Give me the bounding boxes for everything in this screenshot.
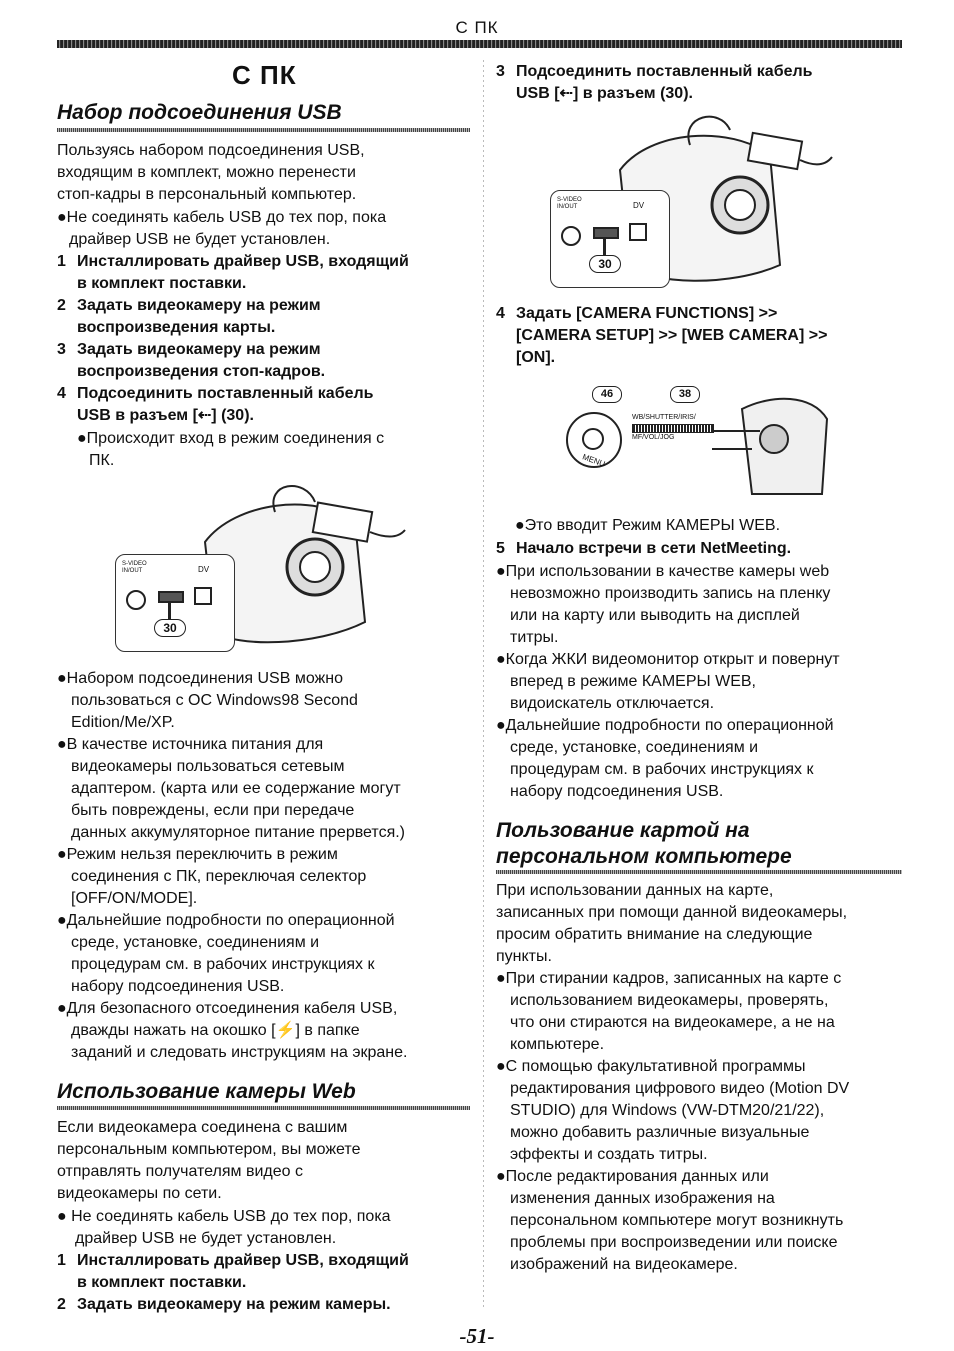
step-item: 2 Задать видеокамеру на режим воспроизведения карты. bbox=[57, 297, 321, 336]
card-bullets bbox=[496, 968, 916, 1276]
svideo-port bbox=[126, 590, 146, 610]
svideo-label: S-VIDEO IN/OUT bbox=[122, 561, 147, 574]
bullet-item: ●При стирании кадров, записанных на карте с использованием видеокамеры, проверять, что они стираются на видеокамере, а не на компьютере. bbox=[496, 970, 842, 1053]
usb-connection-figure bbox=[115, 482, 415, 652]
bullet-item: ●С помощью факультативной программы редактирования цифрового видео (Motion DV STUDIO) для Windows (VW-DTM20/21/22), можно добавить различные визуальные эффекты и создать титры. bbox=[496, 1058, 850, 1163]
section-title-usb-kit: Набор подсоединения USB bbox=[57, 101, 342, 124]
usb-intro: Пользуясь набором подсоединения USB, входящим в комплект, можно перенести стоп-кадры в персональный компьютер. bbox=[57, 142, 365, 203]
webcam-intro: Если видеокамера соединена с вашим персональным компьютером, вы можете отправлять получателям видео с видеокамеры по сети. bbox=[57, 1119, 361, 1202]
dv-label: DV bbox=[633, 201, 645, 210]
menu-label: MENU bbox=[581, 452, 607, 469]
wb-label: WB/SHUTTER/IRIS/ bbox=[632, 414, 696, 421]
running-header: С ПК bbox=[455, 18, 499, 37]
usb-port bbox=[593, 227, 619, 239]
menu-button-inner bbox=[582, 428, 604, 450]
step-item: 1 Инсталлировать драйвер USB, входящий в комплект поставки. bbox=[57, 253, 409, 292]
webcam-note: ● Не соединять кабель USB до тех пор, пока драйвер USB не будет установлен. bbox=[57, 1208, 391, 1247]
bullet-item: ●Набором подсоединения USB можно пользоваться с ОС Windows98 Second Edition/Me/XP. bbox=[57, 670, 358, 731]
port-panel bbox=[115, 554, 235, 652]
usb-bullets bbox=[57, 668, 477, 1064]
ref-badge: 30 bbox=[589, 255, 621, 273]
ref-badge: 30 bbox=[154, 619, 186, 637]
dv-port bbox=[629, 223, 647, 241]
step-item: 4 Подсоединить поставленный кабель USB в разъем [⇠] (30). bbox=[57, 385, 374, 424]
usb-plug-line bbox=[168, 601, 171, 619]
bullet-item: ●Дальнейшие подробности по операционной среде, установке, соединениям и процедурам см. в рабочих инструкциях к набору подсоединения USB. bbox=[57, 912, 395, 995]
webcam-bullets bbox=[496, 561, 916, 803]
webcam-steps-left bbox=[57, 1250, 477, 1316]
usb-steps bbox=[57, 251, 477, 427]
webcam-step4: 4 Задать [CAMERA FUNCTIONS] >> [CAMERA SETUP] >> [WEB CAMERA] >> [ON]. bbox=[496, 305, 828, 366]
svideo-label: S-VIDEO IN/OUT bbox=[557, 197, 582, 210]
ref-badge-38: 38 bbox=[670, 386, 700, 403]
bullet-item: ●Для безопасного отсоединения кабеля USB, дважды нажать на окошко [⚡] в папке заданий и следовать инструкциям на экране. bbox=[57, 1000, 408, 1061]
webcam-usb-figure bbox=[550, 115, 840, 290]
usb-plug-line bbox=[603, 237, 606, 255]
section-title-card-pc: Пользование картой на персональном компьютере bbox=[496, 819, 792, 868]
section-title-webcam: Использование камеры Web bbox=[57, 1080, 356, 1103]
bullet-item: ●При использовании в качестве камеры web невозможно производить запись на пленку или на карту или выводить на дисплей титры. bbox=[496, 563, 831, 646]
bullet-item: ●Режим нельзя переключить в режим соединения с ПК, переключая селектор [OFF/ON/MODE]. bbox=[57, 846, 367, 907]
header-rule bbox=[57, 40, 902, 48]
bullet-item: ●В качестве источника питания для видеокамеры пользоваться сетевым адаптером. (карта или ее содержание могут быть повреждены, если при передаче данных аккумуляторное питание прервется.) bbox=[57, 736, 405, 841]
dv-label: DV bbox=[198, 565, 210, 574]
usb-note: ●Не соединять кабель USB до тех пор, пока драйвер USB не будет установлен. bbox=[57, 209, 387, 248]
section-rule bbox=[57, 128, 470, 132]
column-divider bbox=[483, 60, 484, 1310]
jog-indicator bbox=[632, 424, 714, 433]
card-intro: При использовании данных на карте, записанных при помощи данной видеокамеры, просим обратить внимание на следующие пункты. bbox=[496, 882, 848, 965]
step-item: 2 Задать видеокамеру на режим камеры. bbox=[57, 1296, 391, 1313]
mf-label: MF/VOL/JOG bbox=[632, 434, 675, 441]
webcam-step3: 3 Подсоединить поставленный кабель USB [⇠] в разъем (30). bbox=[496, 63, 813, 102]
step-item: 3 Задать видеокамеру на режим воспроизведения стоп-кадров. bbox=[57, 341, 326, 380]
bullet-item: ●После редактирования данных или изменения данных изображения на персональном компьютере могут возникнуть проблемы при воспроизведении или поиске изображений на видеокамере. bbox=[496, 1168, 844, 1273]
camcorder-side-illustration bbox=[712, 389, 830, 499]
webcam-result: ●Это вводит Режим КАМЕРЫ WEB. bbox=[515, 517, 781, 534]
usb-port bbox=[158, 591, 184, 603]
dv-port bbox=[194, 587, 212, 605]
page-title: С ПК bbox=[232, 60, 297, 90]
port-panel bbox=[550, 190, 670, 288]
section-rule bbox=[496, 870, 902, 874]
page-number: -51- bbox=[459, 1324, 495, 1348]
bullet-item: ●Дальнейшие подробности по операционной среде, установке, соединениям и процедурам см. в рабочих инструкциях к набору подсоединения USB. bbox=[496, 717, 834, 800]
ref-badge-46: 46 bbox=[592, 386, 622, 403]
step4-note: ●Происходит вход в режим соединения с ПК. bbox=[77, 430, 385, 469]
svideo-port bbox=[561, 226, 581, 246]
step-item: 1 Инсталлировать драйвер USB, входящий в комплект поставки. bbox=[57, 1252, 409, 1291]
webcam-step5: 5 Начало встречи в сети NetMeeting. bbox=[496, 540, 792, 557]
bullet-item: ●Когда ЖКИ видеомонитор открыт и повернут вперед в режиме КАМЕРЫ WEB, видоискатель отключается. bbox=[496, 651, 840, 712]
section-rule bbox=[57, 1106, 470, 1110]
menu-jog-figure bbox=[562, 384, 832, 504]
